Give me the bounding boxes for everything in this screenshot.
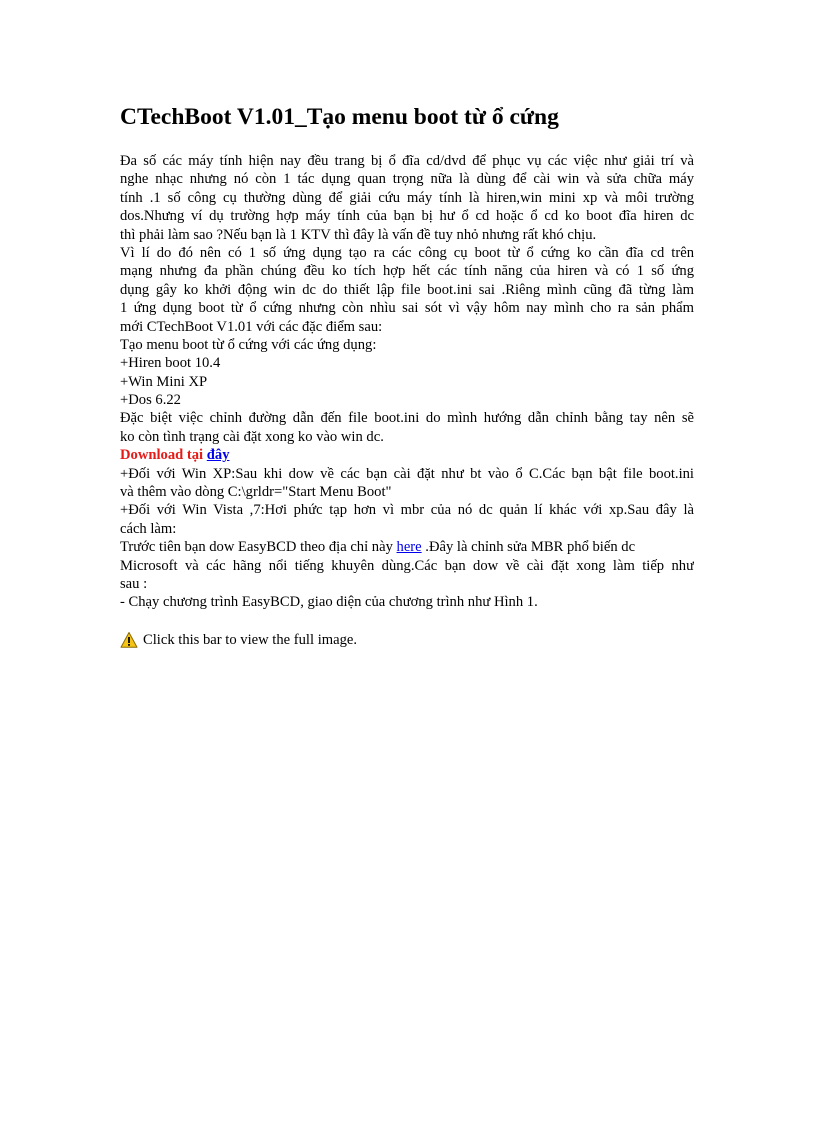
easybcd-text: .Đây là chỉnh sửa MBR phổ biến dc xyxy=(421,539,636,556)
note-line: Đặc biệt việc chỉnh đường dẫn đến file boot.ini do mình hướng dẫn chỉnh bằng tay nên sẽ xyxy=(120,410,694,427)
intro-paragraph xyxy=(120,152,694,336)
article-body xyxy=(120,152,694,650)
page-title: CTechBoot V1.01_Tạo menu boot từ ổ cứng xyxy=(120,104,559,130)
feature-item: +Win Mini XP xyxy=(120,373,208,390)
feature-item: +Hiren boot 10.4 xyxy=(120,355,221,372)
text-line: dụng gây ko khởi động win dc do thiết lập file boot.ini sai .Riêng mình cũng đã từng làm xyxy=(120,281,694,298)
features-intro: Tạo menu boot từ ổ cứng với các ứng dụng: xyxy=(120,336,377,353)
text-line: mạng nhưng đa phần chúng đều ko tích hợp hết các tính năng của hiren và có 1 số ứng xyxy=(120,263,694,280)
easybcd-text: Trước tiên bạn dow EasyBCD theo địa chỉ này xyxy=(120,539,397,556)
download-link[interactable]: đây xyxy=(206,447,230,464)
step-line: - Chạy chương trình EasyBCD, giao diện của chương trình như Hình 1. xyxy=(120,594,538,611)
easybcd-link[interactable]: here xyxy=(396,539,422,556)
text-line: Vì lí do đó nên có 1 số ứng dụng tạo ra các công cụ boot từ ổ cứng ko cần đĩa cd trên xyxy=(120,244,694,261)
text-line: Đa số các máy tính hiện nay đều trang bị ổ đĩa cd/dvd để phục vụ các việc như giải trí và xyxy=(120,153,694,169)
text-line: thì phải làm sao ?Nếu bạn là 1 KTV thì đây là vấn đề tuy nhỏ nhưng rất khó chịu. xyxy=(120,226,597,243)
vista-line: cách làm: xyxy=(120,520,177,537)
text-line: 1 ứng dụng boot từ ổ cứng nhưng còn nhìu sai sót vì vậy hôm nay mình cho ra sản phẩm xyxy=(120,300,694,317)
easybcd-line xyxy=(120,538,694,556)
easybcd-line: Microsoft và các hãng nổi tiếng khuyên dùng.Các bạn dow về cài đặt xong làm tiếp như xyxy=(120,557,694,574)
xp-line: +Đối với Win XP:Sau khi dow về các bạn cài đặt như bt vào ổ C.Các bạn bật file boot.ini xyxy=(120,465,694,482)
vista-line: +Đối với Win Vista ,7:Hơi phức tạp hơn vì mbr của nó dc quản lí khác với xp.Sau đây là xyxy=(120,502,694,519)
download-line xyxy=(120,446,694,464)
download-label: Download tại xyxy=(120,447,204,464)
feature-item: +Dos 6.22 xyxy=(120,392,181,409)
view-image-label: Click this bar to view the full image. xyxy=(143,631,357,648)
view-image-bar[interactable] xyxy=(120,630,694,650)
text-line: nghe nhạc nhưng nó còn 1 tác dụng quan trọng nữa là dùng để cài win và sửa chữa máy xyxy=(120,171,694,188)
text-line: tính .1 số công cụ thường dùng để giải cứu máy tính là hiren,win mini xp và môi trường xyxy=(120,189,694,206)
text-line: mới CTechBoot V1.01 với các đặc điểm sau: xyxy=(120,318,383,335)
warning-icon xyxy=(120,631,138,649)
easybcd-line: sau : xyxy=(120,575,148,592)
note-line: ko còn tình trạng cài đặt xong ko vào win dc. xyxy=(120,428,384,445)
text-line: dos.Nhưng ví dụ trường hợp máy tính của bạn bị hư ổ cd hoặc ổ cd ko boot đĩa hiren dc xyxy=(120,208,694,225)
xp-line: và thêm vào dòng C:\grldr="Start Menu Boot" xyxy=(120,484,392,501)
